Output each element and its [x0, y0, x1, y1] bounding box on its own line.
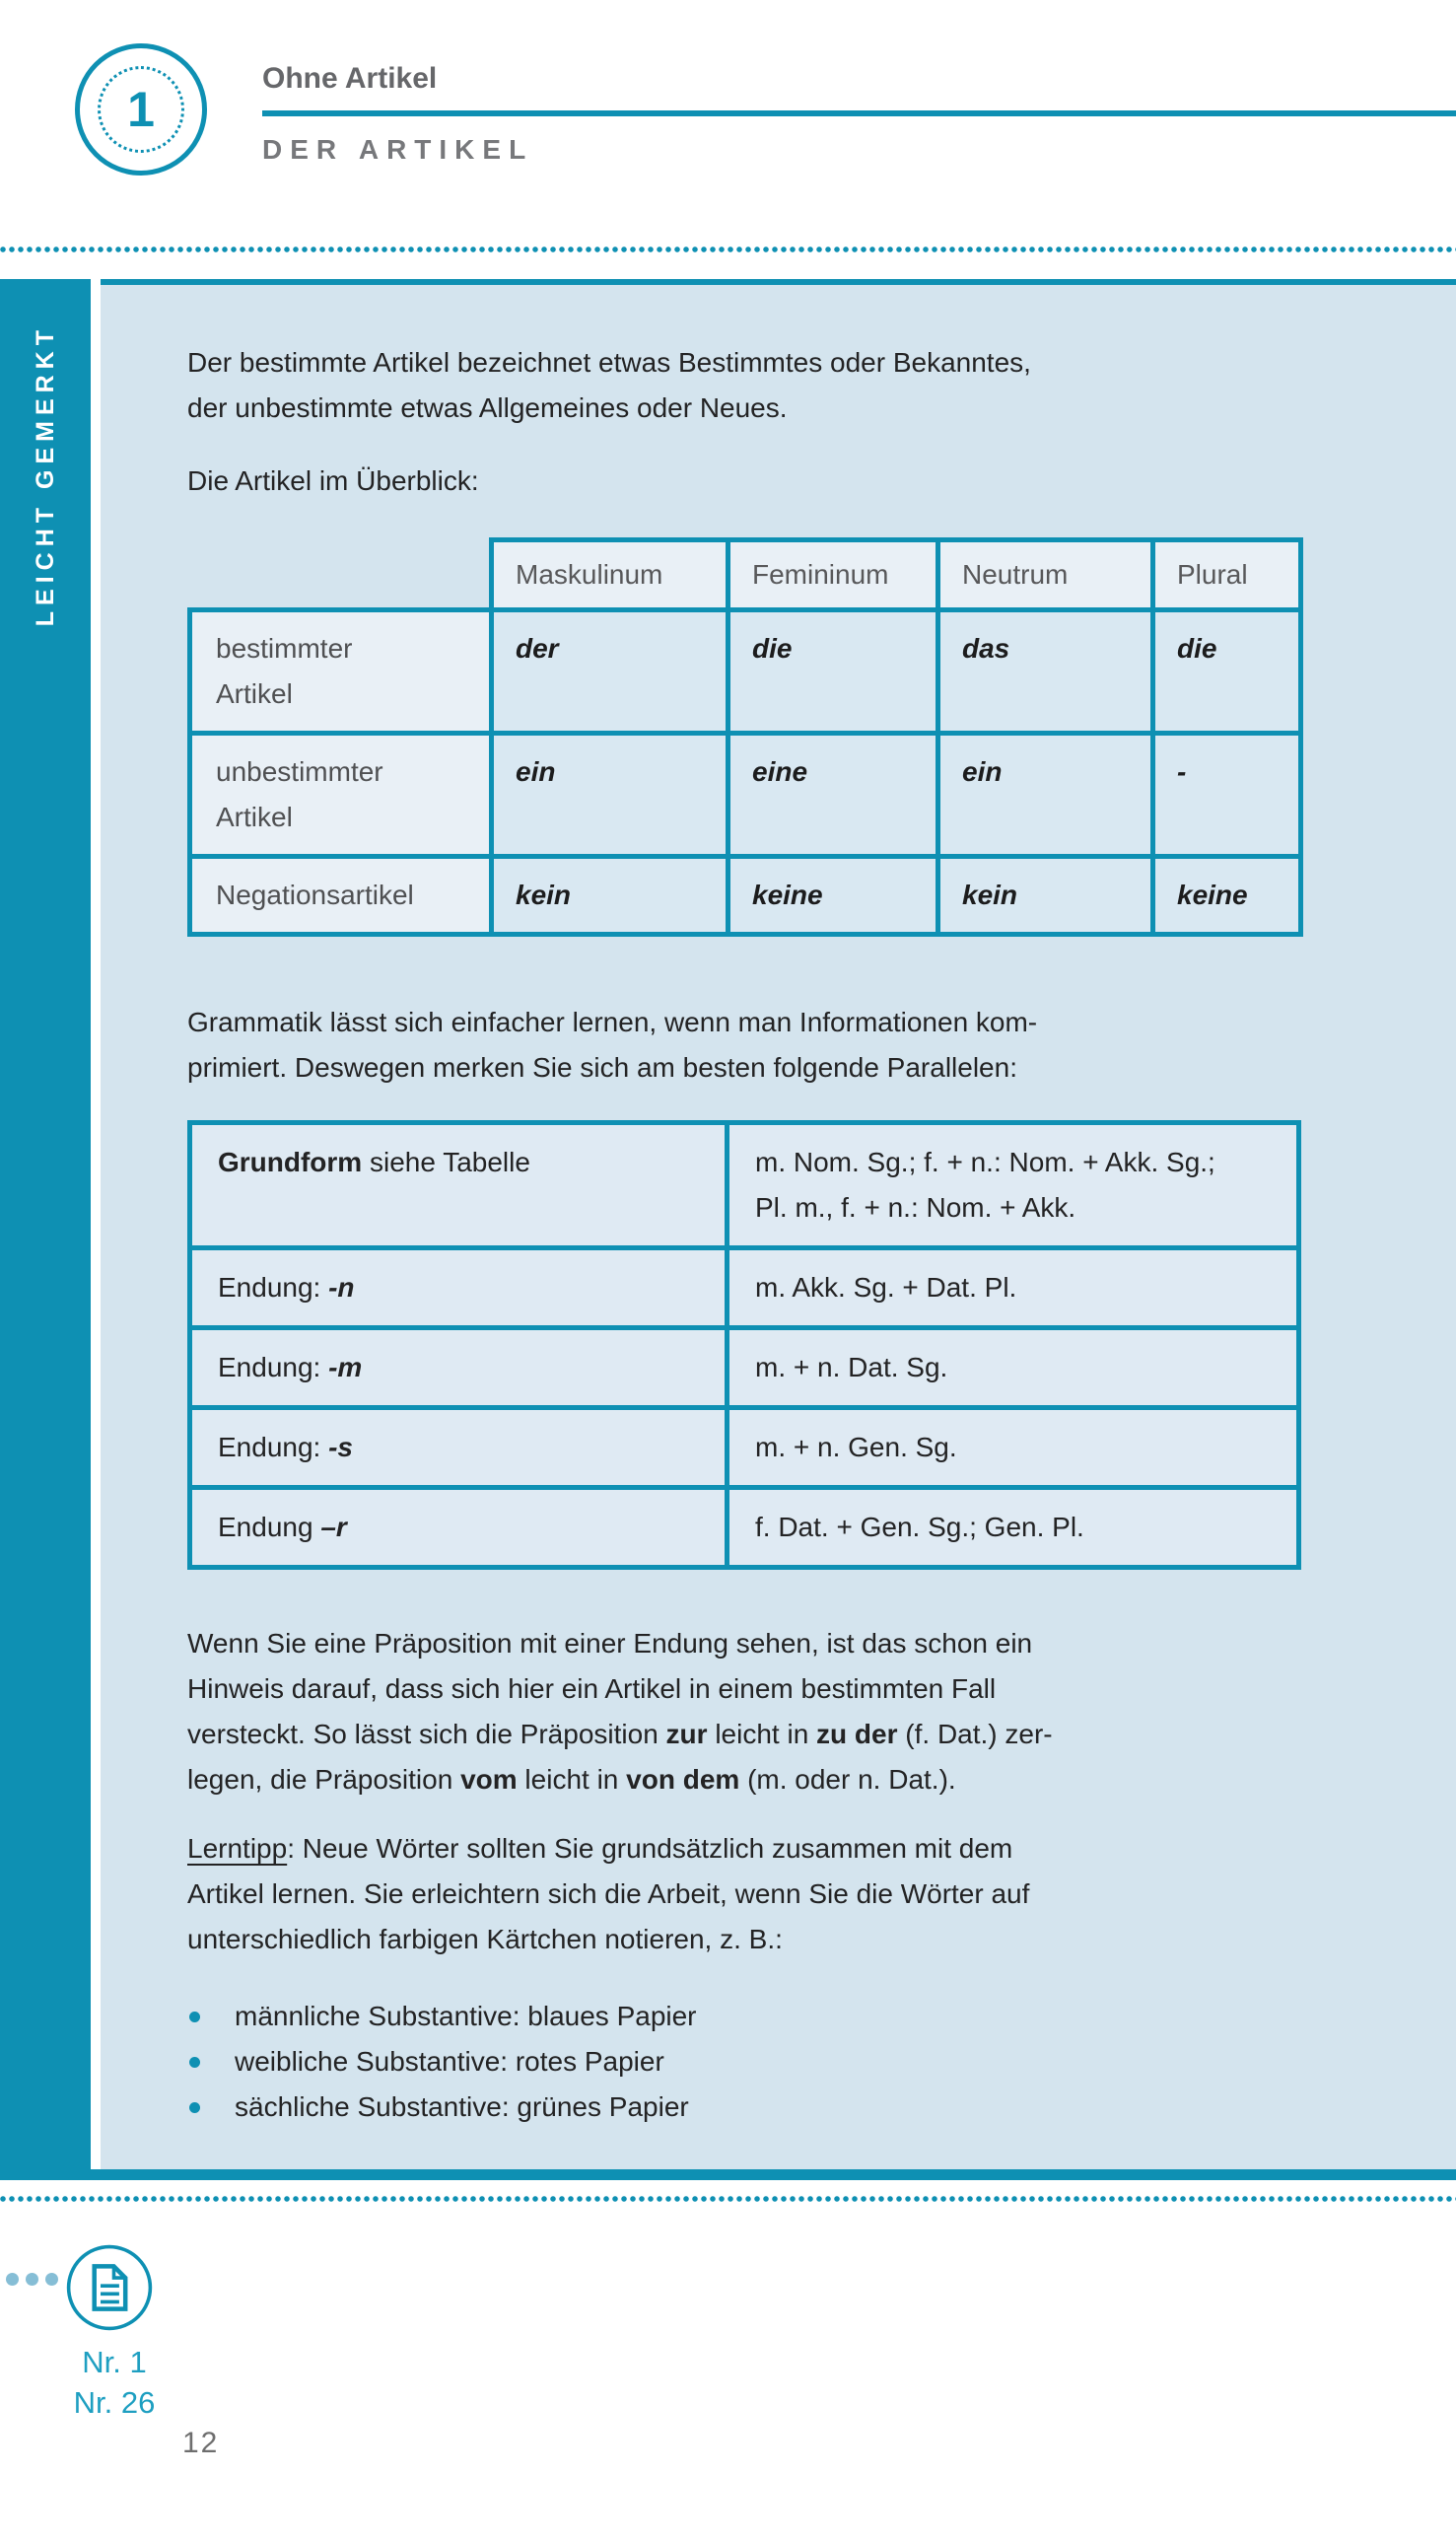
table-cell: das — [938, 610, 1153, 734]
spacer — [0, 252, 1456, 279]
chapter-topic: Ohne Artikel — [262, 62, 438, 95]
exercise-ref: Nr. 1 — [82, 2345, 147, 2379]
table-cell: ein — [492, 734, 728, 857]
exercise-references — [26, 2342, 203, 2423]
table-cell: eine — [728, 734, 938, 857]
parallels-table — [187, 1120, 1301, 1570]
bullet-icon — [189, 2057, 200, 2068]
table-row — [190, 857, 1301, 935]
table-row — [190, 1488, 1299, 1568]
table-cell: - — [1153, 734, 1301, 857]
column-header: Femininum — [728, 540, 938, 610]
table-row — [190, 610, 1301, 734]
document-icon — [65, 2243, 154, 2332]
empty-corner-cell — [190, 540, 492, 610]
margin-dots-icon — [6, 2273, 58, 2286]
table-cell: ein — [938, 734, 1153, 857]
text-line: Hinweis darauf, dass sich hier ein Artikel in einem bestimmten Fall — [187, 1673, 997, 1704]
content-panel — [101, 279, 1456, 2169]
bullet-icon — [189, 2012, 200, 2022]
overview-heading: Die Artikel im Überblick: — [187, 465, 479, 496]
spacer — [0, 2180, 1456, 2196]
grammatik-paragraph — [187, 1000, 1401, 1091]
article-overview-table — [187, 537, 1303, 937]
table-row — [190, 1328, 1299, 1408]
chapter-number-dotted-ring — [98, 66, 184, 153]
sidebar-label: LEICHT GEMERKT — [31, 324, 59, 627]
praeposition-paragraph — [187, 1621, 1401, 1802]
table-row — [190, 1248, 1299, 1328]
chapter-number: 1 — [127, 82, 155, 137]
table-cell: m. Akk. Sg. + Dat. Pl. — [728, 1248, 1299, 1328]
chapter-number-badge — [75, 43, 207, 176]
row-label: Grundform siehe Tabelle — [190, 1123, 728, 1248]
row-label: bestimmter Artikel — [190, 610, 492, 734]
list-item: männliche Substantive: blaues Papier — [187, 1994, 1401, 2039]
row-label: Endung: -m — [190, 1328, 728, 1408]
column-header: Plural — [1153, 540, 1301, 610]
chapter-title: DER ARTIKEL — [262, 134, 534, 165]
lerntipp-paragraph — [187, 1826, 1401, 1962]
text-line: legen, die Präposition vom leicht in von dem (m. oder n. Dat.). — [187, 1764, 956, 1795]
text-line: versteckt. So lässt sich die Präposition zur leicht in zu der (f. Dat.) zer- — [187, 1719, 1053, 1749]
table-row — [190, 1408, 1299, 1488]
text-line: Artikel lernen. Sie erleichtern sich die Arbeit, wenn Sie die Wörter auf — [187, 1878, 1030, 1909]
page-footer — [0, 2202, 1456, 2544]
text-line: Lerntipp: Neue Wörter sollten Sie grundsätzlich zusammen mit dem — [187, 1833, 1013, 1864]
intro-paragraph — [187, 340, 1401, 431]
text-line: der unbestimmte etwas Allgemeines oder Neues. — [187, 392, 788, 423]
exercise-reference-badge — [65, 2243, 154, 2332]
bullet-icon — [189, 2102, 200, 2113]
table-cell: m. Nom. Sg.; f. + n.: Nom. + Akk. Sg.; Pl. m., f. + n.: Nom. + Akk. — [728, 1123, 1299, 1248]
row-label: Negationsartikel — [190, 857, 492, 935]
table-cell: keine — [728, 857, 938, 935]
column-header: Maskulinum — [492, 540, 728, 610]
table-cell: die — [1153, 610, 1301, 734]
table-cell: m. + n. Dat. Sg. — [728, 1328, 1299, 1408]
table-cell: m. + n. Gen. Sg. — [728, 1408, 1299, 1488]
leicht-gemerkt-sidebar — [0, 279, 91, 2169]
list-item: weibliche Substantive: rotes Papier — [187, 2039, 1401, 2085]
chapter-header — [0, 0, 1456, 247]
text-line: unterschiedlich farbigen Kärtchen notieren, z. B.: — [187, 1924, 783, 1954]
exercise-ref: Nr. 26 — [73, 2385, 156, 2420]
color-tips-list — [187, 1994, 1401, 2130]
table-cell: kein — [938, 857, 1153, 935]
page-number: 12 — [182, 2427, 220, 2459]
text-line: primiert. Deswegen merken Sie sich am besten folgende Parallelen: — [187, 1052, 1017, 1083]
table-header-row — [190, 540, 1301, 610]
column-header: Neutrum — [938, 540, 1153, 610]
row-label: unbestimmter Artikel — [190, 734, 492, 857]
table-cell: die — [728, 610, 938, 734]
text-line: Wenn Sie eine Präposition mit einer Endung sehen, ist das schon ein — [187, 1628, 1033, 1659]
content-bottom-rule — [0, 2169, 1456, 2180]
table-row — [190, 1123, 1299, 1248]
text-line: Grammatik lässt sich einfacher lernen, wenn man Informationen kom- — [187, 1007, 1038, 1037]
text-line: Der bestimmte Artikel bezeichnet etwas Bestimmtes oder Bekanntes, — [187, 347, 1031, 378]
list-item: sächliche Substantive: grünes Papier — [187, 2085, 1401, 2130]
row-label: Endung –r — [190, 1488, 728, 1568]
header-rule — [262, 110, 1456, 116]
row-label: Endung: -s — [190, 1408, 728, 1488]
content-row — [0, 279, 1456, 2169]
table-cell: f. Dat. + Gen. Sg.; Gen. Pl. — [728, 1488, 1299, 1568]
table-row — [190, 734, 1301, 857]
row-label: Endung: -n — [190, 1248, 728, 1328]
table-cell: der — [492, 610, 728, 734]
table-cell: keine — [1153, 857, 1301, 935]
table-cell: kein — [492, 857, 728, 935]
